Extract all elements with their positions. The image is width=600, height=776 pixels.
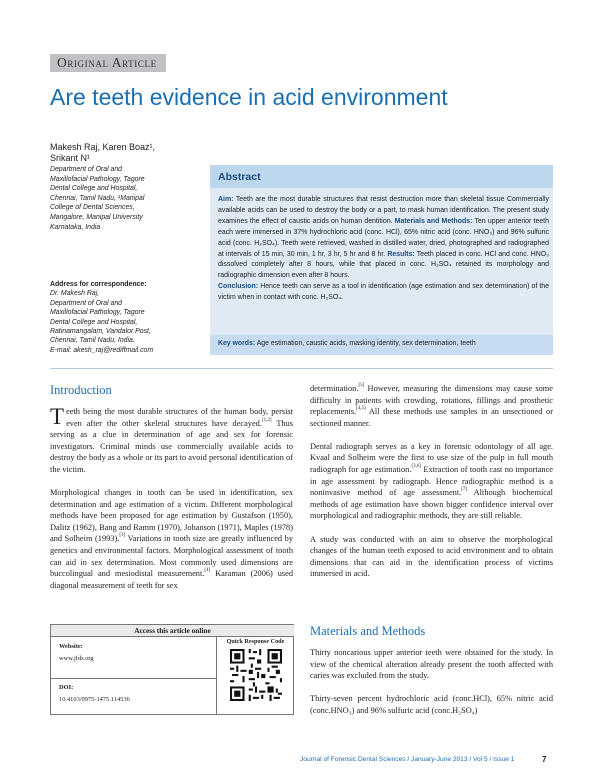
citation[interactable]: [3,6]	[411, 464, 422, 470]
body-text: Although biochemical methods of age estimation have shown bigger confidence interval over morphological and radiographic methods, they are still reliable.	[310, 488, 554, 521]
intro-text: eeth being the most durable structures of the human body, persist even after the other skeletal structures have decayed.	[66, 407, 293, 428]
affiliation-line: Department of Oral and	[50, 166, 123, 173]
results-label: Results:	[387, 250, 415, 258]
right-paragraph-2	[310, 441, 553, 522]
keywords-bar	[210, 335, 553, 355]
aim-label: Aim:	[218, 196, 234, 203]
correspondence-line: Dental College and Hospital,	[50, 318, 138, 326]
correspondence-line: Dr. Makesh Raj,	[50, 290, 100, 298]
affiliation-line: Karnataka, India	[50, 223, 101, 231]
citation[interactable]: [3]	[119, 533, 126, 539]
correspondence-email[interactable]: E-mail: akesh_raj@rediffmail.com	[50, 346, 154, 354]
affiliation-line: Dental College and Hospital,	[50, 185, 138, 193]
keywords-label: Key words:	[218, 340, 256, 347]
qr-code-icon[interactable]	[230, 649, 282, 701]
website-link[interactable]: www.jfds.org	[59, 655, 94, 662]
intro-text: Karaman (2006) used diagonal measurement of teeth for sex	[50, 569, 293, 590]
access-online-box	[50, 624, 294, 715]
abstract-body	[218, 195, 549, 304]
article-title: Are teeth evidence in acid environment	[50, 84, 448, 110]
conclusion-label: Conclusion:	[218, 283, 259, 291]
affiliation-line: College of Dental Sciences,	[50, 204, 135, 212]
page-number: 7	[542, 755, 547, 764]
drop-cap: T	[50, 404, 65, 429]
aim-text: Teeth are the most durable structures that resist destruction more than skeletal tissue Commercially available acids can be used to destroy the body or a part, to mask human identification. The present study examines the effect of caustic acids on human dentition.	[218, 196, 549, 225]
doi-cell	[51, 679, 217, 715]
doi-label: DOI:	[59, 684, 74, 691]
mm-paragraph-1: Thirty noncarious upper anterior teeth were obtained for the study. In view of the chemical alteration already present the tooth affected with caries was excluded from the study.	[310, 648, 553, 681]
conclusion-text: Hence teeth can serve as a tool in identification (age estimation and sex determination) of the victim when in contact with conc. H₂SO₄.	[218, 283, 550, 302]
mm-paragraph-2: Thirty-seven percent hydrochloric acid (conc.HCl), 65% nitric acid (conc.HNO₃) and 96% sulfuric acid (conc.H₂SO₄)	[310, 694, 553, 715]
citation[interactable]: [1,2]	[261, 417, 272, 423]
article-type: Original Article	[57, 55, 157, 70]
journal-footer: Journal of Forensic Dental Sciences / January-June 2013 / Vol 5 / Issue 1	[300, 756, 515, 763]
abstract-box	[210, 165, 553, 355]
access-box-heading: Access this article online	[51, 625, 294, 637]
citation[interactable]: [4]	[204, 568, 211, 574]
correspondence-line: Ratinamangalam, Vandalor Post,	[50, 328, 151, 336]
methods-text: Ten upper anterior teeth each were immersed in 37% hydrochloric acid (conc. HCl), 65% nitric acid (conc. HNO₃) and 96% sulfuric acid (conc. H₂SO₄). Teeth were retrieved, washed in distilled water, dried, photographed and radiographed at intervals of 15 min, 30 min, 1 hr, 3 hr, 5 hr and 8 hr.	[218, 217, 549, 258]
materials-methods-heading: Materials and Methods	[310, 624, 426, 638]
methods-label: Materials and Methods:	[394, 217, 473, 225]
intro-text: Morphological changes in tooth can be used in identification, sex determination and age estimation of a victim. Different morphological methods have been proposed for age estimation by Gustafson (1950), Dalitz (1962), Bang and Ramm (1970), Johanson (1971), Maples (1978) and Solheim (1993).	[50, 488, 293, 544]
body-text: However, measuring the dimensions may cause some difficulty in patients with crowding, rotations, fillings and prosthetic replacements.	[310, 384, 553, 417]
qr-cell	[217, 637, 294, 715]
right-paragraph-1	[310, 383, 553, 429]
affiliation-line: Chennai, Tamil Nadu, ¹Manipal	[50, 194, 145, 202]
intro-paragraph-1	[50, 406, 293, 476]
affiliation	[50, 165, 200, 232]
website-label: Website:	[59, 643, 83, 650]
keywords-text: Age estimation, caustic acids, masking identity, sex determination, teeth	[256, 340, 476, 347]
qr-label: Quick Response Code	[226, 638, 285, 645]
results-text: Teeth placed in conc. HCl and conc. HNO₃ dissolved completely after 8 hours, while that placed in conc. H₂SO₄ retained its morphology and radiographic dimension even after 8 hours.	[218, 250, 549, 280]
intro-paragraph-2	[50, 487, 293, 591]
body-text: Dental radiograph serves as a key in forensic odontology of all age. Kvaal and Solheim were the first to use size of the pulp in full mouth radiograph for age estimation.	[310, 441, 553, 475]
body-text: determination.	[310, 384, 359, 393]
citation[interactable]: [4,5]	[356, 406, 366, 412]
section-divider	[50, 368, 553, 369]
correspondence	[50, 280, 200, 355]
correspondence-line: Department of Oral and	[50, 299, 123, 307]
correspondence-line: Chennai, Tamil Nadu, India.	[50, 337, 135, 345]
authors	[50, 142, 200, 164]
citation[interactable]: [5]	[358, 383, 365, 388]
correspondence-line: Maxillofacial Pathology, Tagore	[50, 309, 145, 317]
authors-line-1: Makesh Raj, Karen Boaz¹,	[50, 142, 156, 152]
article-type-banner	[50, 54, 166, 72]
introduction-heading: Introduction	[50, 383, 112, 397]
affiliation-line: Maxillofacial Pathology, Tagore	[50, 175, 145, 183]
authors-line-2: Srikant N¹	[50, 153, 91, 163]
intro-text: Variations in tooth size are greatly influenced by genetics and environmental factors. Morphological assessment of tooth can aid in sex determination. Most commonly used dimensions are buccolingual and mesiodistal measurement.	[50, 534, 293, 579]
right-column	[310, 383, 553, 591]
body-text: Extraction of tooth cast no importance in age assessment by radiograph. Hence radiographic method is a noninvasive method of age assessment.	[310, 465, 553, 498]
left-column	[50, 406, 293, 603]
correspondence-heading: Address for correspondence:	[50, 281, 147, 288]
right-paragraph-3: A study was conducted with an aim to observe the morphological changes of the human teeth exposed to acid environment and to obtain dimensions that can aid in the identification process of victims immersed in acid.	[310, 534, 553, 579]
materials-methods-text	[310, 647, 553, 728]
doi-value[interactable]: 10.4103/0975-1475.114536	[59, 696, 130, 703]
website-cell	[51, 637, 217, 679]
body-text: All these methods use samples in an unsectioned or sectioned manner.	[310, 407, 553, 428]
affiliation-line: Mangalore, Manipal University	[50, 213, 143, 221]
intro-text: Thus serving as a clue in determination of age and sex for forensic investigators. Criminal minds use commercially available acids to destroy the body as a whole or its part to avoid personal identification of the victim.	[50, 418, 294, 474]
abstract-heading: Abstract	[210, 165, 553, 188]
citation[interactable]: [7]	[461, 487, 468, 493]
